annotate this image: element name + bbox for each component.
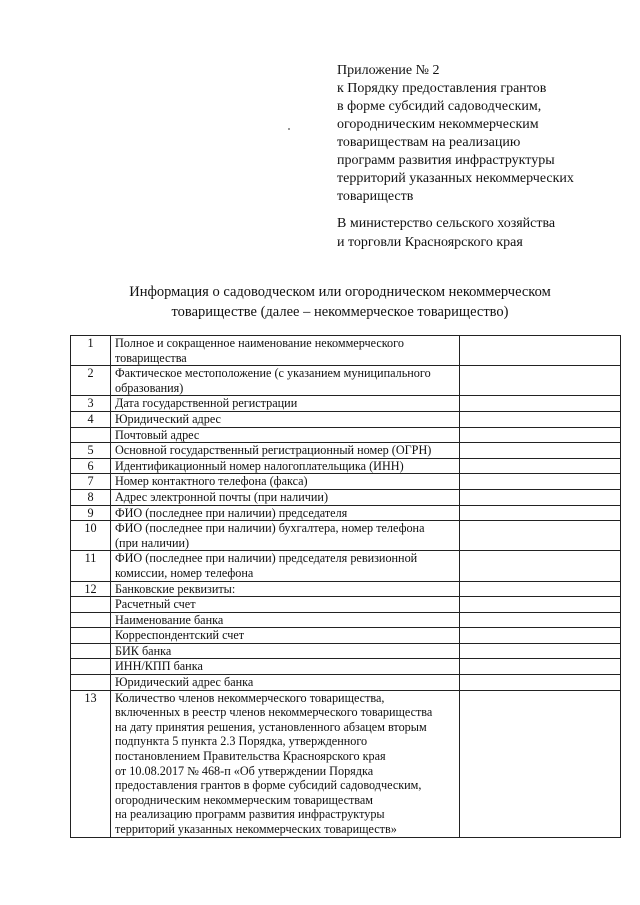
table-row	[71, 597, 621, 613]
row-label-line: Расчетный счет	[115, 597, 196, 612]
row-label-line: Адрес электронной почты (при наличии)	[115, 489, 329, 504]
value-cell[interactable]	[460, 411, 621, 427]
table-row	[71, 366, 621, 396]
value-cell[interactable]	[460, 551, 621, 581]
row-label	[111, 597, 460, 613]
row-label-line: товарищества	[115, 350, 187, 365]
row-label-line: Юридический адрес банка	[115, 675, 254, 690]
row-label-line: Юридический адрес	[115, 411, 221, 426]
table-row	[71, 505, 621, 521]
row-label-line: постановлением Правительства Красноярского края	[115, 749, 386, 764]
row-label	[111, 427, 460, 443]
row-label	[111, 336, 460, 366]
value-cell[interactable]	[460, 581, 621, 597]
row-label-line: включенных в реестр членов некоммерческого товарищества	[115, 705, 433, 720]
row-label	[111, 505, 460, 521]
row-label	[111, 521, 460, 551]
appendix-header	[337, 62, 627, 206]
row-label	[111, 396, 460, 412]
row-label-line: подпункта 5 пункта 2.3 Порядка, утвержденного	[115, 734, 368, 749]
row-label	[111, 411, 460, 427]
row-number: 2	[71, 366, 111, 396]
value-cell[interactable]	[460, 659, 621, 675]
row-number: 4	[71, 411, 111, 427]
row-label-line: ФИО (последнее при наличии) председателя	[115, 505, 348, 520]
row-label	[111, 675, 460, 691]
row-number	[71, 659, 111, 675]
appendix-line: в форме субсидий садоводческим,	[337, 99, 542, 114]
appendix-line: товариществ	[337, 189, 414, 204]
row-label-line: Почтовый адрес	[115, 427, 200, 442]
info-table	[70, 335, 621, 838]
table-row	[71, 659, 621, 675]
table-row	[71, 551, 621, 581]
table-row	[71, 489, 621, 505]
value-cell[interactable]	[460, 597, 621, 613]
table-row	[71, 458, 621, 474]
value-cell[interactable]	[460, 690, 621, 837]
row-label-line: Полное и сокращенное наименование некоммерческого	[115, 336, 404, 350]
row-label-line: ИНН/КПП банка	[115, 659, 203, 674]
row-label-line: от 10.08.2017 № 468-п «Об утверждении Порядка	[115, 763, 374, 778]
table-row	[71, 411, 621, 427]
value-cell[interactable]	[460, 474, 621, 490]
row-number	[71, 612, 111, 628]
row-number: 10	[71, 521, 111, 551]
row-number	[71, 427, 111, 443]
row-label-line: Банковские реквизиты:	[115, 581, 236, 596]
row-number: 7	[71, 474, 111, 490]
row-label-line: Корреспондентский счет	[115, 628, 245, 643]
row-label-line: ФИО (последнее при наличии) председателя ревизионной	[115, 551, 418, 566]
row-label	[111, 628, 460, 644]
appendix-line: огородническим некоммерческим	[337, 117, 539, 132]
appendix-line: программ развития инфраструктуры	[337, 153, 555, 168]
document-title	[70, 282, 610, 322]
row-label-line: (при наличии)	[115, 535, 190, 550]
table-row	[71, 474, 621, 490]
row-number: 6	[71, 458, 111, 474]
row-number: 3	[71, 396, 111, 412]
value-cell[interactable]	[460, 336, 621, 366]
row-label-line: огородническим некоммерческим товариществам	[115, 792, 374, 807]
row-label-line: на дату принятия решения, установленного абзацем вторым	[115, 719, 427, 734]
row-number: 5	[71, 443, 111, 459]
row-label-line: БИК банка	[115, 643, 172, 658]
row-number: 8	[71, 489, 111, 505]
value-cell[interactable]	[460, 458, 621, 474]
value-cell[interactable]	[460, 643, 621, 659]
appendix-line: территорий указанных некоммерческих	[337, 171, 574, 186]
addressee	[337, 214, 627, 252]
row-label	[111, 643, 460, 659]
row-label	[111, 612, 460, 628]
row-number: 1	[71, 336, 111, 366]
row-label-line: ФИО (последнее при наличии) бухгалтера, номер телефона	[115, 521, 425, 536]
row-label	[111, 458, 460, 474]
row-label-line: Идентификационный номер налогоплательщика (ИНН)	[115, 458, 404, 473]
table-row	[71, 581, 621, 597]
row-label	[111, 659, 460, 675]
row-label	[111, 581, 460, 597]
value-cell[interactable]	[460, 675, 621, 691]
row-number	[71, 597, 111, 613]
scan-speck	[288, 128, 290, 130]
table-row	[71, 628, 621, 644]
row-number: 13	[71, 690, 111, 837]
appendix-line: товариществам на реализацию	[337, 135, 521, 150]
table-row	[71, 443, 621, 459]
row-label	[111, 443, 460, 459]
value-cell[interactable]	[460, 612, 621, 628]
row-number: 11	[71, 551, 111, 581]
row-label	[111, 489, 460, 505]
row-label	[111, 551, 460, 581]
row-number: 9	[71, 505, 111, 521]
table-row	[71, 427, 621, 443]
row-label-line: Наименование банка	[115, 612, 224, 627]
table-row	[71, 643, 621, 659]
value-cell[interactable]	[460, 489, 621, 505]
row-label-line: Номер контактного телефона (факса)	[115, 474, 308, 489]
addressee-line: В министерство сельского хозяйства	[337, 216, 556, 231]
row-number	[71, 628, 111, 644]
value-cell[interactable]	[460, 443, 621, 459]
appendix-line: Приложение № 2	[337, 63, 440, 78]
row-label	[111, 474, 460, 490]
info-table-body	[71, 336, 621, 838]
title-line: товариществе (далее – некоммерческое товарищество)	[171, 304, 509, 320]
row-label-line: на реализацию программ развития инфраструктуры	[115, 807, 385, 822]
value-cell[interactable]	[460, 427, 621, 443]
row-label-line: Фактическое местоположение (с указанием муниципального	[115, 366, 431, 381]
row-label-line: Дата государственной регистрации	[115, 396, 298, 411]
value-cell[interactable]	[460, 366, 621, 396]
row-label-line: Количество членов некоммерческого товарищества,	[115, 690, 385, 705]
row-label-line: комиссии, номер телефона	[115, 565, 254, 580]
value-cell[interactable]	[460, 396, 621, 412]
row-number	[71, 675, 111, 691]
row-label	[111, 366, 460, 396]
table-row	[71, 675, 621, 691]
row-number: 12	[71, 581, 111, 597]
table-row	[71, 396, 621, 412]
table-row	[71, 612, 621, 628]
row-number	[71, 643, 111, 659]
row-label	[111, 690, 460, 837]
row-label-line: Основной государственный регистрационный номер (ОГРН)	[115, 443, 432, 458]
value-cell[interactable]	[460, 521, 621, 551]
row-label-line: образования)	[115, 380, 184, 395]
appendix-line: к Порядку предоставления грантов	[337, 81, 547, 96]
table-row	[71, 336, 621, 366]
value-cell[interactable]	[460, 628, 621, 644]
title-line: Информация о садоводческом или огородническом некоммерческом	[129, 284, 551, 300]
table-row	[71, 690, 621, 837]
value-cell[interactable]	[460, 505, 621, 521]
addressee-line: и торговли Красноярского края	[337, 235, 523, 250]
row-label-line: территорий указанных некоммерческих товариществ»	[115, 822, 397, 836]
table-row	[71, 521, 621, 551]
row-label-line: предоставления грантов в форме субсидий садоводческим,	[115, 778, 422, 793]
